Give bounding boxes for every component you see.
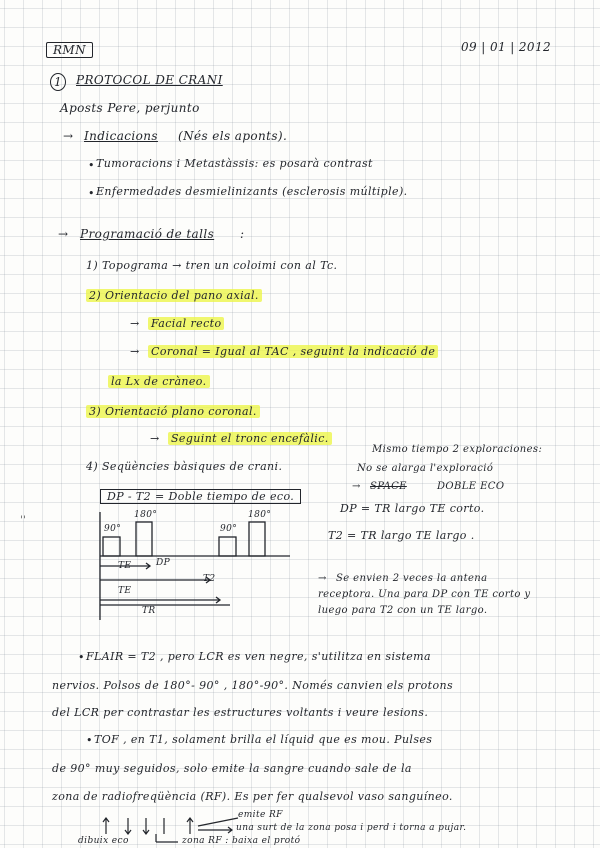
diagram-box-label: DP - T2 = Doble tiempo de eco. (100, 489, 301, 504)
programming-heading: Programació de talls (80, 227, 215, 241)
arrow-icon: → (130, 317, 140, 330)
indications-note: (Nés els aponts). (178, 129, 288, 143)
continuation-line: la Lx de cràneo. (108, 375, 210, 388)
colon-mark: : (240, 227, 245, 241)
bullet-icon: • (86, 734, 93, 747)
arrow-label-te: TE (118, 561, 132, 571)
flair-line-2: nervios. Polsos de 180°- 90° , 180°-90°. Només canvien els protons (52, 679, 454, 692)
margin-mark: '' (20, 515, 27, 526)
arrow-icon: → (150, 432, 160, 445)
bottom-note-1: una surt de la zona posa i perd i torna a pujar. (236, 823, 467, 833)
bottom-arrow-label: emite RF (238, 810, 283, 820)
arrow-icon: → (352, 481, 361, 492)
indication-item: Enfermedades desmielinizants (esclerosis múltiple). (96, 185, 408, 198)
step-2-text: 2) Orientacio del pano axial. (86, 289, 262, 302)
doble-eco-label: DOBLE ECO (437, 481, 505, 492)
arrow-icon: → (63, 129, 74, 143)
arrow-icon: → (318, 573, 327, 584)
t2-row: T2 = TR largo TE largo . (328, 529, 475, 542)
header-date: 09 | 01 | 2012 (461, 40, 552, 54)
right-note-line1: Mismo tiempo 2 exploraciones: (372, 444, 543, 455)
pulse-label-180-2: 180° (248, 510, 272, 520)
echo-note-1: Se envien 2 veces la antena (336, 573, 488, 584)
bullet-icon: • (88, 187, 95, 200)
flair-line-3: del LCR per contrastar les estructures voltants i veure lesions. (52, 706, 429, 719)
pulse-label-90-2: 90° (220, 524, 238, 534)
bottom-note-left: dibuix eco (78, 836, 129, 846)
arrow-label-te2: TE (118, 586, 132, 596)
bullet-icon: • (78, 651, 85, 664)
bottom-note-mid: zona RF : baixa el protó (182, 836, 301, 846)
arrow-icon: → (58, 227, 69, 241)
bullet-icon: • (88, 159, 95, 172)
echo-note-3: luego para T2 con un TE largo. (318, 605, 488, 616)
step-3-sub: Seguint el tronc encefàlic. (168, 432, 332, 445)
sub-arrow-coronal-text: Coronal = Igual al TAC , seguint la indicació de (148, 345, 438, 358)
arrow-label-t2: T2 (203, 574, 216, 584)
indications-heading: Indicacions (84, 129, 158, 143)
echo-note-2: receptora. Una para DP con TE corto y (318, 589, 531, 600)
arrow-icon: → (130, 345, 140, 358)
flair-line-1: FLAIR = T2 , pero LCR es ven negre, s'utilitza en sistema (86, 650, 431, 663)
subtitle: Aposts Pere, perjunto (60, 101, 200, 115)
arrow-label-tr: TR (142, 606, 156, 616)
spaced-label: SPACE (370, 481, 407, 492)
step-1: 1) Topograma → tren un coloimi con al Tc. (86, 259, 338, 272)
step-3-text: 3) Orientació plano coronal. (86, 405, 260, 418)
pulse-label-180-1: 180° (134, 510, 158, 520)
header-label: RMN (46, 42, 93, 58)
arrow-label-dp: DP (156, 558, 171, 568)
page-title: PROTOCOL DE CRANI (76, 73, 223, 87)
pulse-label-90-1: 90° (104, 524, 122, 534)
indication-item: Tumoracions i Metastàssis: es posarà contrast (96, 157, 373, 170)
tof-line-1: TOF , en T1, solament brilla el líquid que es mou. Pulses (94, 733, 433, 746)
right-note-line2: No se alarga l'exploració (357, 463, 494, 474)
tof-line-3: zona de radiofreqüència (RF). Es per fer qualsevol vaso sanguíneo. (52, 790, 453, 803)
dp-row: DP = TR largo TE corto. (340, 502, 485, 515)
step-4: 4) Seqüències bàsiques de crani. (86, 460, 283, 473)
title-number: 1 (50, 73, 66, 91)
tof-line-2: de 90° muy seguidos, solo emite la sangre cuando sale de la (52, 762, 412, 775)
sub-arrow-facial: Facial recto (148, 317, 224, 330)
